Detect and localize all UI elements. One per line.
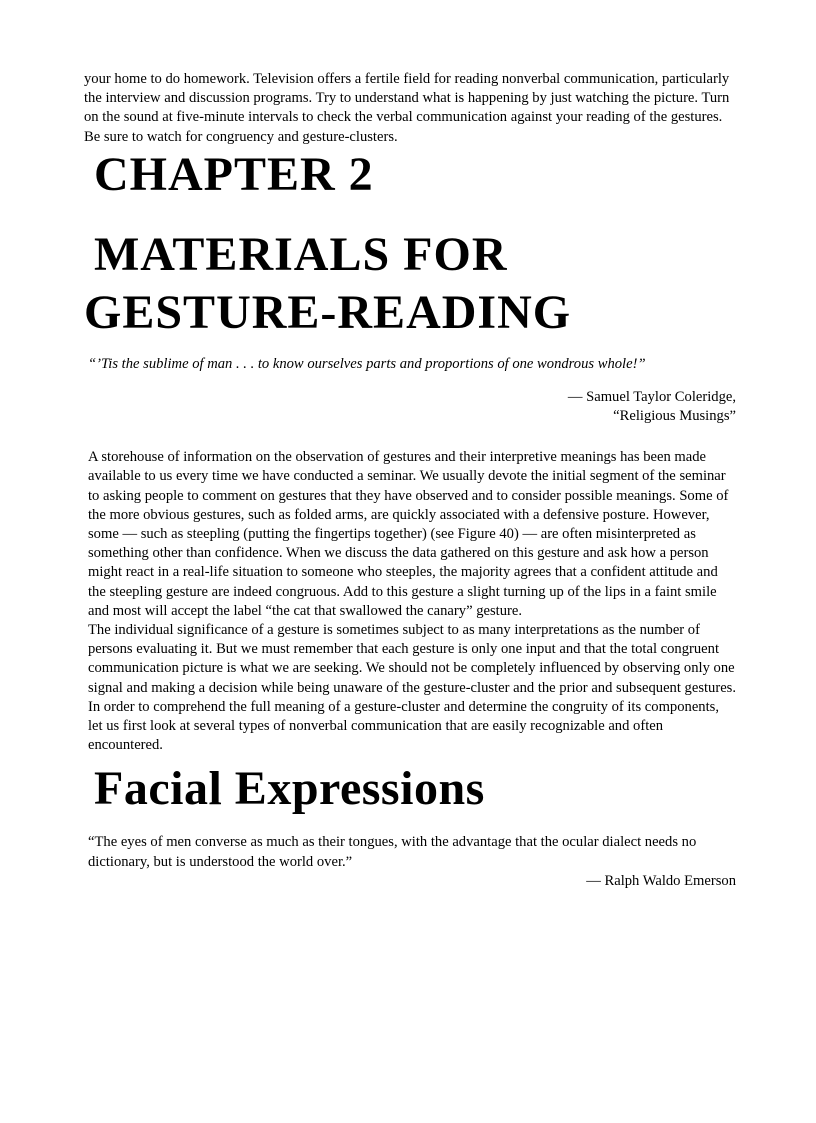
body-paragraph-3: In order to comprehend the full meaning of a gesture-cluster and determine the congruity of its components, let us first look at several types of nonverbal communication that are easily recognizable and often encountered. [88,698,719,754]
section-quote: “The eyes of men converse as much as their tongues, with the advantage that the ocular dialect needs no dictionary, but is understood the world over.” [88,834,697,870]
chapter-title-line-1: MATERIALS FOR [94,227,508,281]
body-paragraph-2: The individual significance of a gesture is sometimes subject to as many interpretations as the number of persons evaluating it. But we must remember that each gesture is only one input and that the total congruent communication picture is what we are seeking. We should not be completely influenced by observing only one signal and making a decision while being unaware of the gesture-cluster and the prior and subsequent gestures. [88,622,737,696]
epigraph-author: — Samuel Taylor Coleridge, [567,388,736,405]
chapter-number: CHAPTER 2 [94,147,374,201]
section-heading: Facial Expressions [94,762,485,816]
intro-paragraph: your home to do homework. Television offers a fertile field for reading nonverbal communication, particularly the interview and discussion programs. Try to understand what is happening by just watching the picture. Turn on the sound at five-minute intervals to check the verbal communication against your reading of the gestures. Be sure to watch for congruency and gesture-clusters. [84,71,730,145]
epigraph-attribution [84,388,736,426]
body-paragraph-1: A storehouse of information on the observation of gestures and their interpretive meanings has been made available to us every time we have conducted a seminar. We usually devote the initial segment of the seminar to asking people to comment on gestures that they have observed and to consider possible meanings. Some of the more obvious gestures, such as folded arms, are quickly associated with a defensive posture. However, some — such as steepling (putting the fingertips together) (see Figure 40) — are often misinterpreted as something other than confidence. When we discuss the data gathered on this gesture and ask how a person might react in a real-life situation to someone who steeples, the majority agrees that a confident attitude and the steepling gesture are indeed congruous. Add to this gesture a slight turning up of the lips in a faint smile and most will accept the label “the cat that swallowed the canary” gesture. [88,449,729,619]
chapter-title-line-2: GESTURE-READING [84,285,572,339]
document-page [84,70,736,891]
epigraph-quote: “’Tis the sublime of man . . . to know ourselves parts and proportions of one wondrous whole!” [88,355,646,372]
epigraph-source: “Religious Musings” [613,408,736,425]
section-attribution: — Ralph Waldo Emerson [586,872,736,889]
